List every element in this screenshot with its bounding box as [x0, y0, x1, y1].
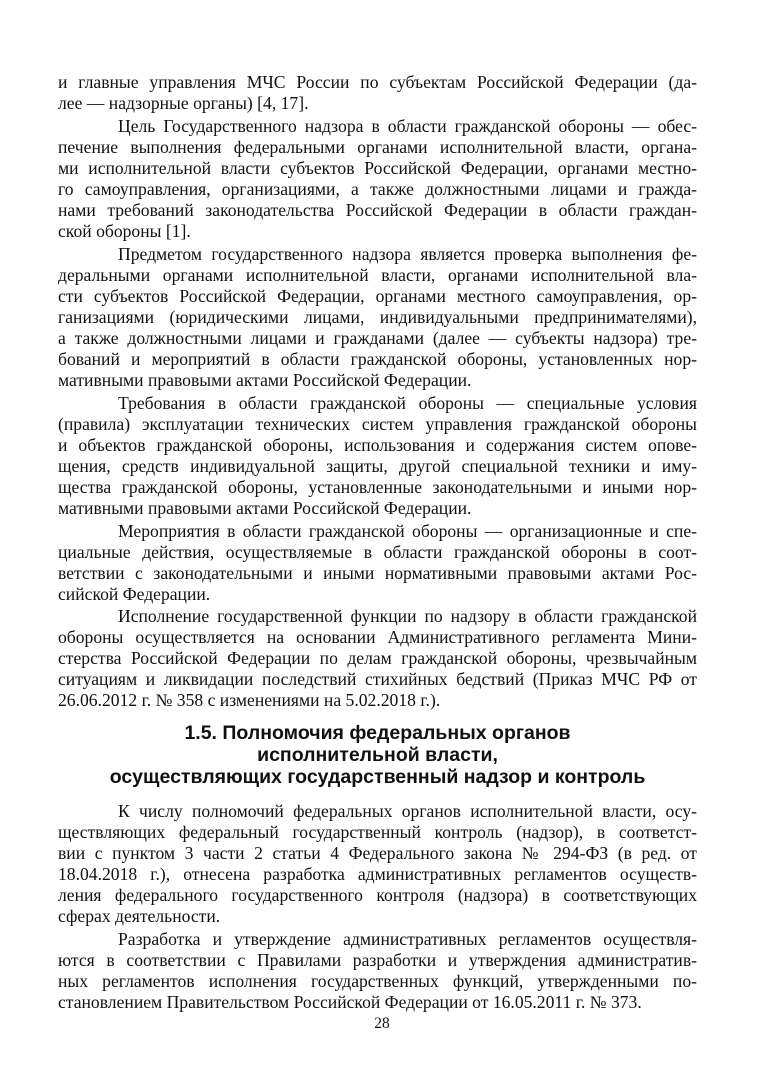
text-line: ветствии с законодательными и иными нормативными правовыми актами Рос-: [58, 563, 697, 583]
text-line: обороны осуществляется на основании Административного регламента Мини-: [58, 627, 697, 647]
text-line: Исполнение государственной функции по надзору в области гражданской: [118, 606, 697, 626]
text-line: мативными правовыми актами Российской Федерации.: [58, 498, 472, 518]
text-line: ных регламентов исполнения государственных функций, утвержденными по-: [58, 971, 697, 991]
text-line: Цель Государственного надзора в области гражданской обороны — обес-: [118, 116, 697, 136]
text-line: Предметом государственного надзора является проверка выполнения фе-: [118, 244, 697, 264]
text-line: щества гражданской обороны, установленные законодательными и иными нор-: [58, 477, 697, 497]
text-line: сферах деятельности.: [58, 906, 221, 926]
page-number: 28: [374, 1015, 390, 1032]
text-line: и главные управления МЧС России по субъектам Российской Федерации (да-: [58, 72, 697, 92]
text-line: ми исполнительной власти субъектов Российской Федерации, органами местно-: [58, 158, 697, 178]
section-heading-line: 1.5. Полномочия федеральных органов: [184, 722, 571, 744]
text-line: ются в соответствии с Правилами разработки и утверждения административ-: [58, 950, 697, 970]
text-line: К числу полномочий федеральных органов исполнительной власти, осу-: [118, 801, 697, 821]
text-line: стерства Российской Федерации по делам гражданской обороны, чрезвычайным: [58, 648, 697, 668]
text-line: сти субъектов Российской Федерации, органами местного самоуправления, ор-: [58, 286, 697, 306]
text-line: становлением Правительством Российской Федерации от 16.05.2011 г. № 373.: [58, 992, 642, 1012]
text-line: ления федерального государственного контроля (надзора) в соответствующих: [58, 885, 697, 905]
section-heading-line: исполнительной власти,: [257, 744, 498, 766]
text-line: а также должностными лицами и гражданами (далее — субъекты надзора) тре-: [58, 328, 697, 348]
text-line: (правила) эксплуатации технических систем управления гражданской обороны: [58, 414, 697, 434]
text-line: лее — надзорные органы) [4, 17].: [58, 93, 309, 113]
text-line: Мероприятия в области гражданской обороны — организационные и спе-: [118, 521, 697, 541]
text-line: деральными органами исполнительной власти, органами исполнительной вла-: [58, 265, 697, 285]
text-line: и объектов гражданской обороны, использования и содержания систем опове-: [58, 435, 697, 455]
text-line: щения, средств индивидуальной защиты, другой специальной техники и иму-: [58, 456, 697, 476]
text-line: 26.06.2012 г. № 358 с изменениями на 5.02.2018 г.).: [58, 690, 441, 710]
text-line: Требования в области гражданской обороны — специальные условия: [118, 393, 697, 413]
text-line: печение выполнения федеральными органами исполнительной власти, органа-: [58, 137, 697, 157]
text-line: ганизациями (юридическими лицами, индивидуальными предпринимателями),: [58, 307, 697, 327]
text-line: вии с пунктом 3 части 2 статьи 4 Федерального закона № 294-ФЗ (в ред. от: [58, 843, 697, 863]
text-line: нами требований законодательства Российской Федерации в области граждан-: [58, 200, 697, 220]
text-line: Разработка и утверждение административных регламентов осуществля-: [118, 929, 697, 949]
text-line: ществляющих федеральный государственный контроль (надзор), в соответст-: [58, 822, 697, 842]
text-line: бований и мероприятий в области гражданской обороны, установленных нор-: [58, 349, 697, 369]
text-line: сийской Федерации.: [58, 584, 211, 604]
text-line: ситуациям и ликвидации последствий стихийных бедствий (Приказ МЧС РФ от: [58, 669, 697, 689]
text-line: 18.04.2018 г.), отнесена разработка административных регламентов осуществ-: [58, 864, 697, 884]
text-line: го самоуправления, организациями, а также должностными лицами и гражда-: [58, 179, 697, 199]
text-line: мативными правовыми актами Российской Федерации.: [58, 370, 472, 390]
text-line: циальные действия, осуществляемые в области гражданской обороны в соот-: [58, 542, 697, 562]
text-line: ской обороны [1].: [58, 221, 191, 241]
section-heading-line: осуществляющих государственный надзор и контроль: [109, 766, 646, 788]
